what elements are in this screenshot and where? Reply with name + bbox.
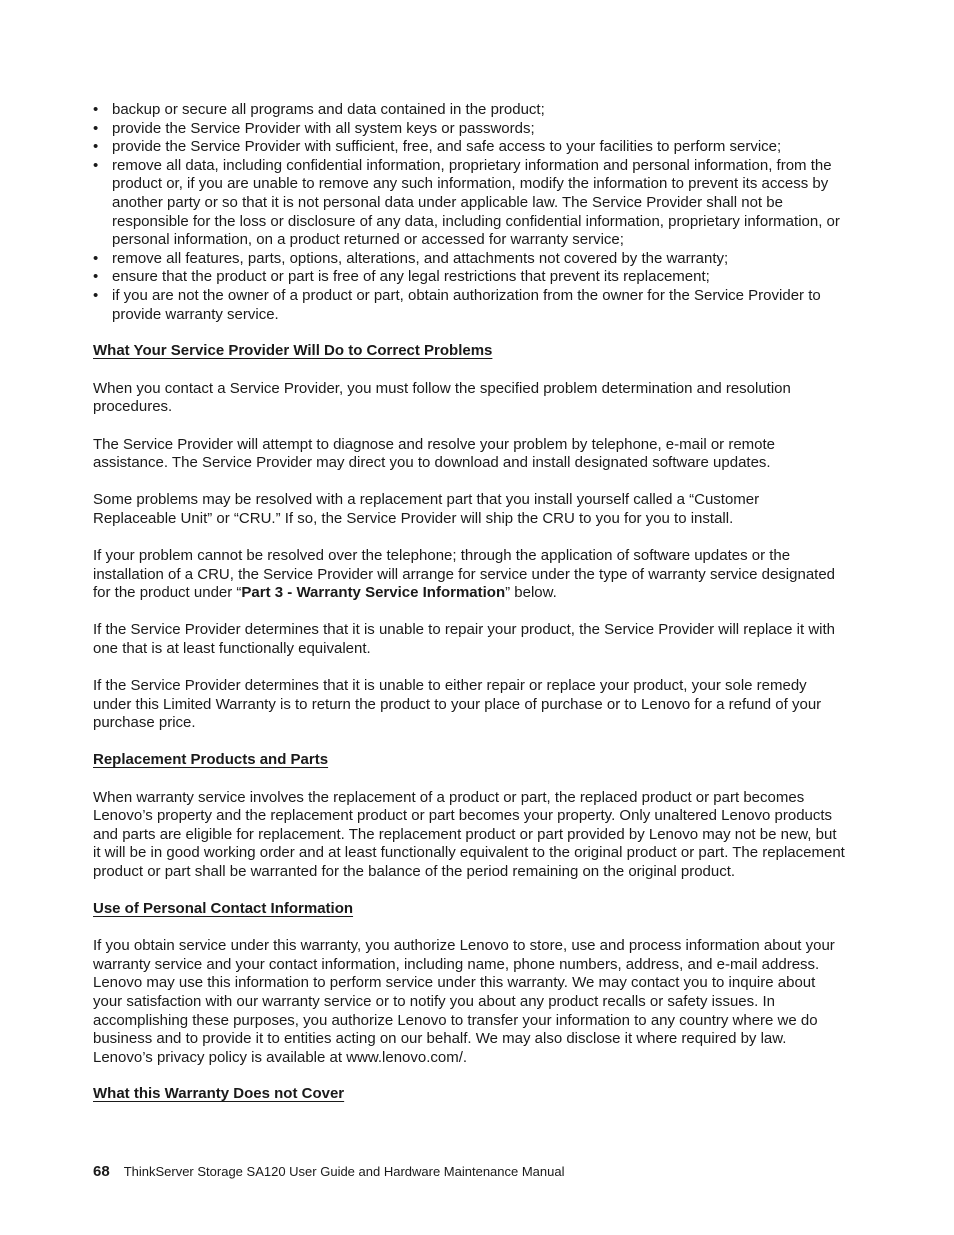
section-heading-not-covered: What this Warranty Does not Cover [93,1085,345,1103]
page-body [93,101,845,1123]
list-item: • backup or secure all programs and data contained in the product; [93,101,845,120]
section-heading-correct-problems: What Your Service Provider Will Do to Correct Problems [93,342,493,360]
page-footer [93,1163,564,1181]
list-item: • remove all data, including confidential information, proprietary information and personal information, from the product or, if you are unable to remove any such information, modify the information to prevent its access by another party or so that it is not personal data under applicable law. The Service Provider shall not be responsible for the loss or disclosure of any data, including confidential information, proprietary information, or personal information, on a product returned or accessed for warranty service; [93,157,845,250]
paragraph: Some problems may be resolved with a replacement part that you install yourself called a “Customer Replaceable Unit” or “CRU.” If so, the Service Provider will ship the CRU to you for you to install. [93,491,760,527]
paragraph: When warranty service involves the replacement of a product or part, the replaced product or part becomes Lenovo’s property and the replacement product or part becomes your property. Only unaltered Lenovo products and parts are eligible for replacement. The replacement product or part provided by Lenovo may not be new, but it will be in good working order and at least functionally equivalent to the original product or part. The replacement product or part shall be warranted for the balance of the period remaining on the original product. [93,788,845,880]
section-heading-personal-contact: Use of Personal Contact Information [93,899,354,917]
list-item: • remove all features, parts, options, alterations, and attachments not covered by the warranty; [93,250,845,269]
paragraph: If the Service Provider determines that it is unable to either repair or replace your product, your sole remedy under this Limited Warranty is to return the product to your place of purchase or to Lenovo for a refund of your purchase price. [93,677,822,732]
paragraph: When you contact a Service Provider, you must follow the specified problem determination and resolution procedures. [93,379,791,416]
paragraph: If your problem cannot be resolved over the telephone; through the application of software updates or the installation of a CRU, the Service Provider will arrange for service under the type of warranty service designated for the product under “Part 3 - Warranty Service Information” below. [93,547,836,602]
list-item: • ensure that the product or part is free of any legal restrictions that prevent its replacement; [93,268,845,287]
document-title: ThinkServer Storage SA120 User Guide and Hardware Maintenance Manual [123,1164,565,1179]
paragraph: The Service Provider will attempt to diagnose and resolve your problem by telephone, e-mail or remote assistance. The Service Provider may direct you to download and install designated software updates. [93,435,776,472]
paragraph: If you obtain service under this warranty, you authorize Lenovo to store, use and process information about your warranty service and your contact information, including name, phone numbers, address, and e-mail address. Lenovo may use this information to perform service under this warranty. We may contact you to inquire about your satisfaction with our warranty service or to notify you about any product recalls or safety issues. In accomplishing these purposes, you authorize Lenovo to transfer your information to any country where we do business and to provide it to entities acting on our behalf. We may also disclose it where required by law. Lenovo’s privacy policy is available at www.lenovo.com/. [93,937,835,1066]
list-item: • if you are not the owner of a product or part, obtain authorization from the owner for the Service Provider to provide warranty service. [93,287,845,324]
list-item: • provide the Service Provider with sufficient, free, and safe access to your facilities to perform service; [93,138,845,157]
paragraph: If the Service Provider determines that it is unable to repair your product, the Service Provider will replace it with one that is at least functionally equivalent. [93,621,836,658]
page-number: 68 [93,1163,110,1180]
section-heading-replacement-parts: Replacement Products and Parts [93,751,329,768]
list-item: • provide the Service Provider with all system keys or passwords; [93,120,845,139]
part3-reference: Part 3 - Warranty Service Information [241,584,506,602]
requirements-list [93,101,845,324]
